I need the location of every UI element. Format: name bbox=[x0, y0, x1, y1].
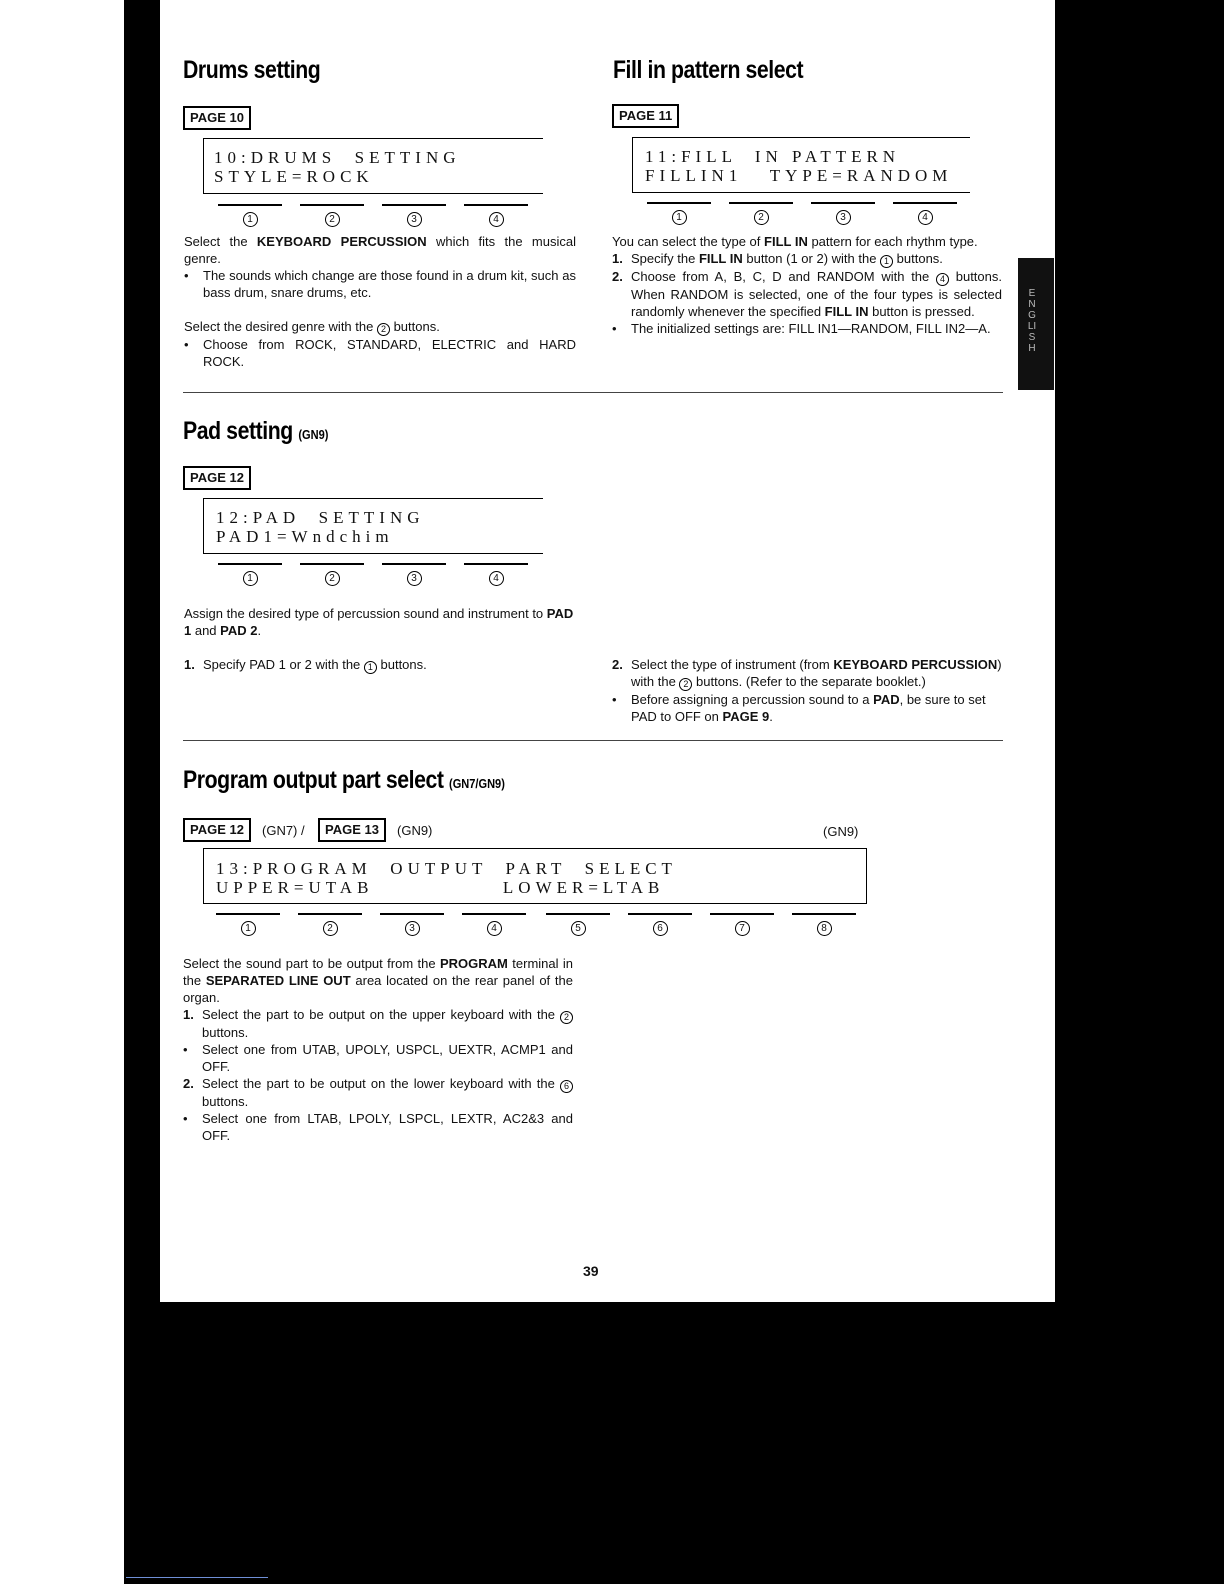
drums-heading: Drums setting bbox=[183, 56, 321, 84]
lcd-line-2: UPPER=UTAB LOWER=LTAB bbox=[216, 878, 665, 897]
fill-button-1[interactable]: 1 bbox=[647, 202, 711, 225]
lcd-line-1: 10:DRUMS SETTING bbox=[214, 148, 461, 167]
program-description: Select the sound part to be output from the PROGRAM terminal in the SEPARATED LINE OUT area located on the rear panel of the organ. 1. Select the part to be output on the upper keyboard with the 2 buttons. • Select one from UTAB, UPOLY, USPCL, UEXTR, ACMP1 and OFF. 2. Select the part to be output on the lower keyboard with the 6 buttons. • Select one from LTAB, LPOLY, LSPCL, LEXTR, AC2&3 and OFF. bbox=[183, 956, 574, 1143]
lcd-line-1: 13:PROGRAM OUTPUT PART SELECT bbox=[216, 859, 677, 878]
pad-button-4[interactable]: 4 bbox=[464, 563, 528, 586]
program-button-1[interactable]: 1 bbox=[216, 913, 280, 936]
drums-page-tag: PAGE 10 bbox=[183, 106, 251, 130]
section-divider bbox=[183, 740, 1003, 741]
fill-bullet-1: The initialized settings are: FILL IN1—RANDOM, FILL IN2—A. bbox=[631, 321, 991, 336]
pad-button-1[interactable]: 1 bbox=[218, 563, 282, 586]
drums-bullet-1: The sounds which change are those found in a drum kit, such as bass drum, snare drums, etc. bbox=[203, 268, 576, 300]
program-button-6[interactable]: 6 bbox=[628, 913, 692, 936]
program-button-2[interactable]: 2 bbox=[298, 913, 362, 936]
program-button-3[interactable]: 3 bbox=[380, 913, 444, 936]
fill-description: You can select the type of FILL IN pattern for each rhythm type. 1. Specify the FILL IN button (1 or 2) with the 1 buttons. 2. Choose from A, B, C, D and RANDOM with the 4 buttons. When RANDOM is selected, one of the four types is selected randomly whenever the specified FILL IN button is pressed. • The initialized settings are: FILL IN1—RANDOM, FILL IN2—A. bbox=[612, 234, 1002, 336]
lcd-line-1: 12:PAD SETTING bbox=[216, 508, 425, 527]
pad-heading: Pad setting (GN9) bbox=[183, 417, 329, 445]
pad-description: Assign the desired type of percussion sound and instrument to PAD 1 and PAD 2. bbox=[184, 606, 574, 638]
drums-button-1[interactable]: 1 bbox=[218, 204, 282, 227]
program-button-row bbox=[216, 913, 866, 943]
page-number: 39 bbox=[583, 1263, 599, 1279]
section-divider bbox=[183, 392, 1003, 393]
drums-bullet-2: Choose from ROCK, STANDARD, ELECTRIC and HARD ROCK. bbox=[203, 337, 576, 369]
side-tab-label: ENGLISH bbox=[1027, 288, 1037, 354]
lcd-line-1: 11:FILL IN PATTERN bbox=[645, 147, 901, 166]
pad-button-3[interactable]: 3 bbox=[382, 563, 446, 586]
fill-button-4[interactable]: 4 bbox=[893, 202, 957, 225]
drums-button-2[interactable]: 2 bbox=[300, 204, 364, 227]
program-page-tag-gn9: PAGE 13 bbox=[318, 818, 386, 842]
scan-link-line bbox=[126, 1577, 268, 1578]
drums-button-4[interactable]: 4 bbox=[464, 204, 528, 227]
program-button-8[interactable]: 8 bbox=[792, 913, 856, 936]
fill-page-tag: PAGE 11 bbox=[612, 104, 679, 128]
fill-button-2[interactable]: 2 bbox=[729, 202, 793, 225]
program-bullet-1: Select one from UTAB, UPOLY, USPCL, UEXTR, ACMP1 and OFF. bbox=[202, 1042, 573, 1074]
program-note-gn9: (GN9) bbox=[397, 823, 433, 838]
fill-heading: Fill in pattern select bbox=[613, 56, 804, 84]
drums-description: Select the KEYBOARD PERCUSSION which fits the musical genre. • The sounds which change are those found in a drum kit, such as bass drum, snare drums, etc. Select the desired genre with the 2 buttons. • Choose from ROCK, STANDARD, ELECTRIC and HARD ROCK. bbox=[184, 234, 576, 369]
lcd-line-2: STYLE=ROCK bbox=[214, 167, 374, 186]
pad-button-2[interactable]: 2 bbox=[300, 563, 364, 586]
pad-step-1: 1. Specify PAD 1 or 2 with the 1 buttons. bbox=[184, 657, 427, 672]
program-heading: Program output part select (GN7/GN9) bbox=[183, 766, 505, 794]
program-lcd-display bbox=[203, 848, 867, 904]
program-button-5[interactable]: 5 bbox=[546, 913, 610, 936]
drums-button-row bbox=[218, 204, 538, 234]
program-page-tag-gn7: PAGE 12 bbox=[183, 818, 251, 842]
program-note-gn7: (GN7) / bbox=[262, 823, 305, 838]
drums-button-3[interactable]: 3 bbox=[382, 204, 446, 227]
pad-step-2: 2. Select the type of instrument (from KEYBOARD PERCUSSION) with the 2 buttons. (Refer to the separate booklet.) • Before assigning a percussion sound to a PAD, be sure to set PAD to OFF on PAGE 9. bbox=[612, 657, 1002, 724]
program-bullet-2: Select one from LTAB, LPOLY, LSPCL, LEXTR, AC2&3 and OFF. bbox=[202, 1111, 573, 1143]
drums-lcd-display bbox=[203, 138, 543, 194]
fill-lcd-display bbox=[632, 137, 970, 193]
lcd-line-2: PAD1=Wndchim bbox=[216, 527, 394, 546]
pad-page-tag: PAGE 12 bbox=[183, 466, 251, 490]
program-button-4[interactable]: 4 bbox=[462, 913, 526, 936]
fill-button-row bbox=[647, 202, 967, 232]
program-note-right: (GN9) bbox=[823, 824, 859, 839]
fill-button-3[interactable]: 3 bbox=[811, 202, 875, 225]
pad-lcd-display bbox=[203, 498, 543, 554]
pad-button-row bbox=[218, 563, 538, 593]
lcd-line-2: FILLIN1 TYPE=RANDOM bbox=[645, 166, 953, 185]
program-button-7[interactable]: 7 bbox=[710, 913, 774, 936]
scan-margin bbox=[0, 0, 124, 1584]
